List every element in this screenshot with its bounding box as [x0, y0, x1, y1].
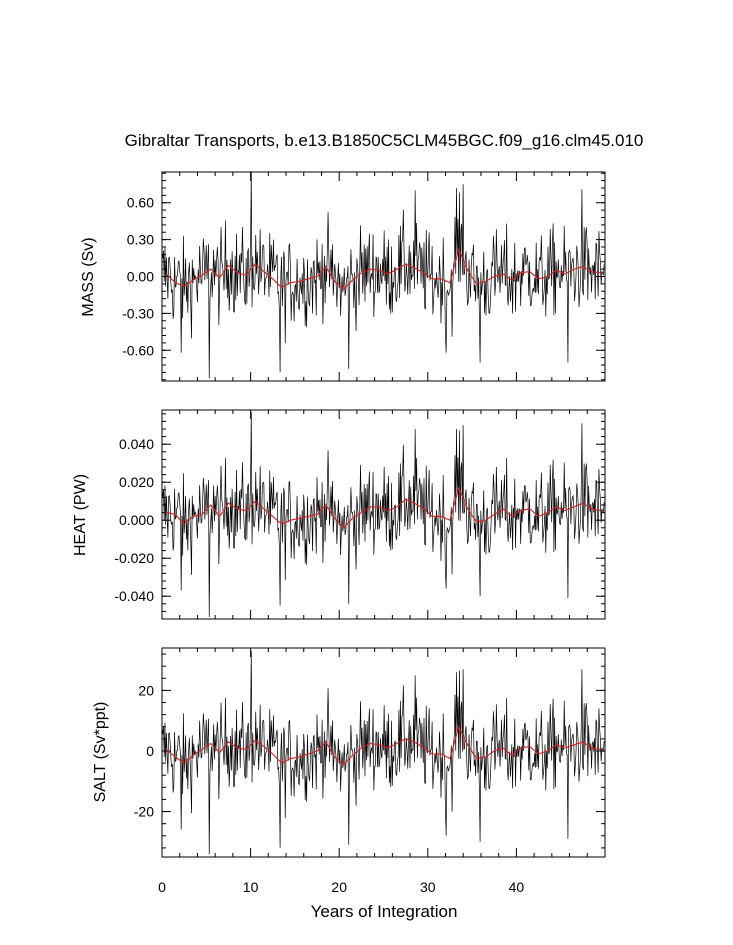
series-line-monthly	[162, 412, 604, 617]
panel-salt-ylabel: SALT (Sv*ppt)	[92, 701, 109, 803]
panel-mass-series	[162, 172, 604, 379]
panel-heat	[72, 410, 605, 619]
panel-salt	[92, 648, 605, 857]
y-tick-label: -0.020	[114, 550, 154, 567]
x-axis-label: Years of Integration	[310, 902, 458, 921]
y-tick-label: 20	[138, 682, 154, 699]
x-tick-label: 30	[420, 879, 436, 895]
chart-title: Gibraltar Transports, b.e13.B1850C5CLM45BGC.f09_g16.clm45.010	[124, 131, 644, 150]
y-tick-label: -20	[133, 803, 154, 820]
y-tick-label: -0.040	[114, 588, 154, 605]
panel-salt-series	[162, 651, 604, 854]
y-tick-label: 0.000	[118, 512, 154, 529]
y-tick-label: 0.30	[126, 231, 154, 248]
y-tick-label: -0.30	[122, 305, 154, 322]
panel-heat-ylabel: HEAT (PW)	[72, 473, 89, 557]
y-tick-label: 0	[146, 742, 154, 759]
x-tick-label: 0	[158, 879, 166, 895]
y-tick-label: -0.60	[122, 342, 154, 359]
x-tick-labels	[158, 879, 524, 895]
y-tick-label: 0.040	[118, 436, 154, 453]
series-line-monthly	[162, 651, 604, 854]
panel-mass	[80, 172, 605, 381]
y-tick-label: 0.60	[126, 194, 154, 211]
x-tick-label: 20	[331, 879, 347, 895]
panel-heat-series	[162, 412, 604, 617]
x-tick-label: 10	[242, 879, 259, 895]
series-line-monthly	[162, 172, 604, 379]
panel-mass-ylabel: MASS (Sv)	[80, 237, 97, 317]
y-tick-label: 0.00	[126, 268, 154, 285]
y-tick-label: 0.020	[118, 474, 154, 491]
x-tick-label: 40	[508, 879, 525, 895]
